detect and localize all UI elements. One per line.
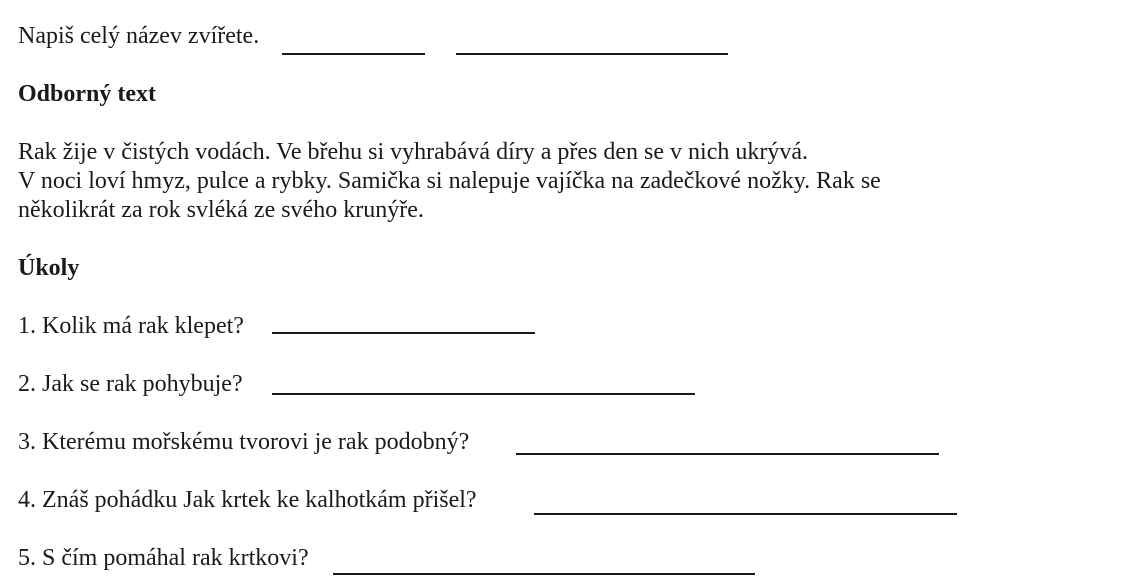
question-1: 1. Kolik má rak klepet? <box>18 313 244 339</box>
question-3: 3. Kterému mořskému tvorovi je rak podobný? <box>18 429 470 455</box>
section-heading-text: Odborný text <box>18 81 156 107</box>
paragraph-line-1: Rak žije v čistých vodách. Ve břehu si vyhrabává díry a přes den se v nich ukrývá. <box>18 139 808 165</box>
question-4: 4. Znáš pohádku Jak krtek ke kalhotkám přišel? <box>18 487 477 513</box>
answer-blank-3[interactable] <box>516 453 939 455</box>
answer-blank-5[interactable] <box>333 573 755 575</box>
animal-name-blank-1[interactable] <box>282 53 425 55</box>
instruction-text: Napiš celý název zvířete. <box>18 23 260 49</box>
section-heading-tasks: Úkoly <box>18 255 80 281</box>
animal-name-blank-2[interactable] <box>456 53 728 55</box>
answer-blank-1[interactable] <box>272 332 535 334</box>
question-2: 2. Jak se rak pohybuje? <box>18 371 243 397</box>
paragraph-line-3: několikrát za rok svléká ze svého krunýře. <box>18 197 424 223</box>
question-5: 5. S čím pomáhal rak krtkovi? <box>18 545 309 571</box>
answer-blank-2[interactable] <box>272 393 695 395</box>
answer-blank-4[interactable] <box>534 513 957 515</box>
paragraph-line-2: V noci loví hmyz, pulce a rybky. Samička si nalepuje vajíčka na zadečkové nožky. Rak se <box>18 168 881 194</box>
